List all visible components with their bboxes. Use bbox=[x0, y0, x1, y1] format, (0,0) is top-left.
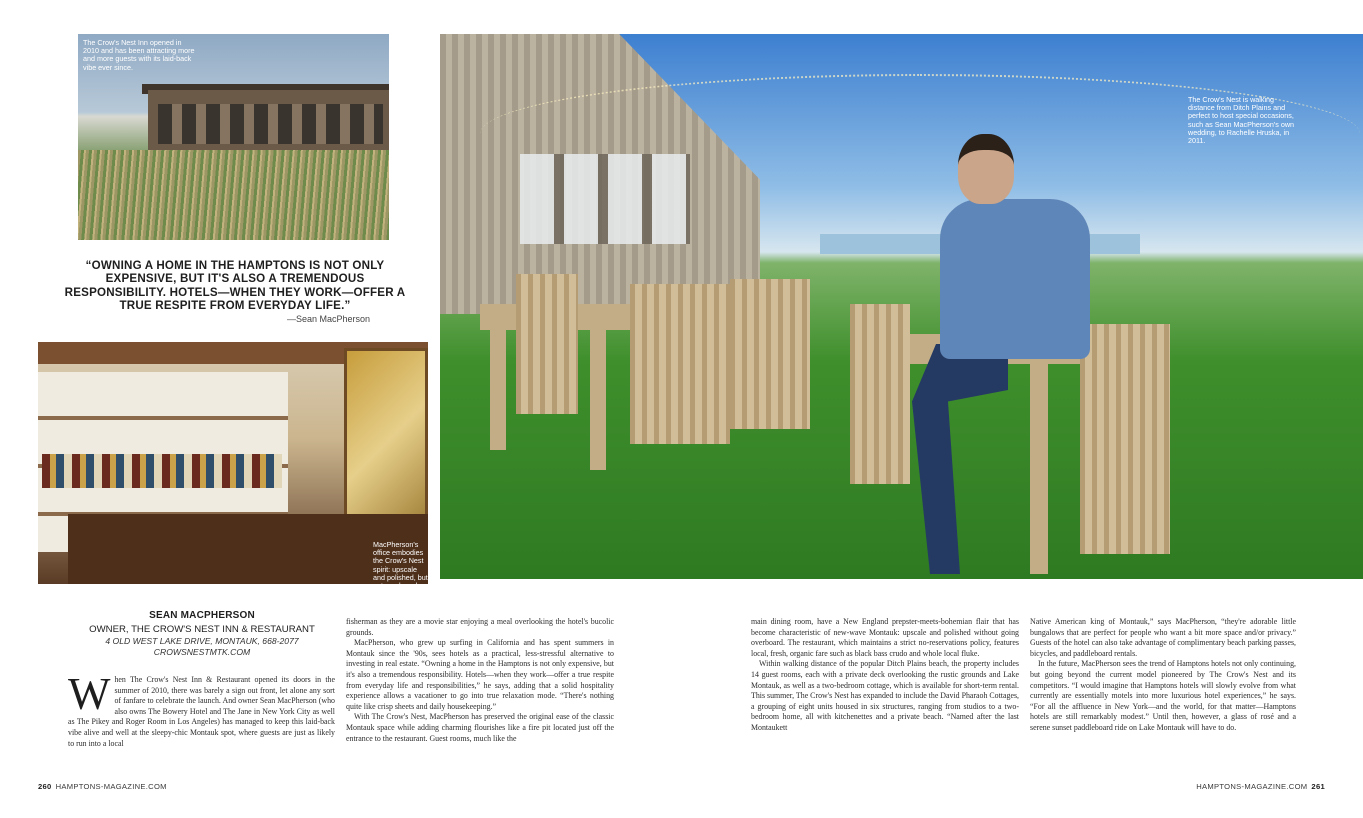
exterior-photo-caption: The Crow's Nest Inn opened in 2010 and has been attracting more and more guests with its laid-back vibe ever since. bbox=[83, 38, 195, 72]
picnic-table-left-leg-2 bbox=[590, 330, 606, 470]
person-head-shape bbox=[958, 134, 1014, 204]
article-column-3 bbox=[751, 617, 1019, 734]
folio-right bbox=[1196, 782, 1329, 791]
office-photo bbox=[38, 342, 428, 584]
magazine-site-right: HAMPTONS-MAGAZINE.COM bbox=[1196, 782, 1308, 791]
article-paragraph: hen The Crow's Nest Inn & Restaurant opened its doors in the summer of 2010, there was barely a sign out front, let alone any sort of fanfare to celebrate the launch. And owner Sean MacPherson (who also owns The Bowery Hotel and The Jane in New York City as well as The Pikey and Roger Room in Los Angeles) has managed to keep this laid-back vibe alive and well at the sleepy-chic Montauk spot, where guests are just as likely to run into a local bbox=[68, 675, 335, 748]
drop-cap: W bbox=[68, 669, 111, 719]
article-paragraph: fisherman as they are a movie star enjoying a meal overlooking the hotel's bucolic grounds. bbox=[346, 617, 614, 637]
books-shape bbox=[42, 454, 282, 488]
profile-website: CROWSNESTMTK.COM bbox=[153, 647, 251, 657]
picnic-table-right-leg bbox=[1030, 364, 1048, 574]
article-paragraph: With The Crow's Nest, MacPherson has preserved the original ease of the classic Montauk space while adding charming flourishes like a fire pit located just off the entrance to the restaurant. Guest rooms, much like the bbox=[346, 712, 614, 743]
dune-grass-shape bbox=[78, 150, 389, 240]
article-paragraph: In the future, MacPherson sees the trend of Hamptons hotels not only continuing, but going beyond the current model pioneered by The Crow's Nest and its competitors. “I would imagine that Hamptons hotels will slowly evolve from what currently are essentially motels into more luxurious hotel experiences,” he says. “For all the affluence in New York—and the world, for that matter—Hamptons hotels are still remarkably modest.” Until then, however, a glass of rosé and a serene sunset paddleboard ride on Lake Montauk will have to do. bbox=[1030, 659, 1296, 732]
article-column-2 bbox=[346, 617, 614, 744]
pull-quote: “OWNING A HOME IN THE HAMPTONS IS NOT ONLY EXPENSIVE, BUT IT'S ALSO A TREMENDOUS RESPONSIBILITY. HOTELS—WHEN THEY WORK—OFFER A TRUE RESPITE FROM EVERYDAY LIFE.” bbox=[64, 259, 406, 313]
picnic-table-left-leg bbox=[490, 330, 506, 450]
article-paragraph: Native American king of Montauk,” says MacPherson, “they're adorable little bungalows that are perfect for people who want a bit more space and/or privacy.” Guests of the hotel can also take advantage of complimentary beach parking passes, bicycles, and paddleboard rentals. bbox=[1030, 617, 1296, 658]
wall-map-shape bbox=[344, 348, 428, 538]
office-photo-caption: MacPherson's office embodies the Crow's Nest spirit: upscale and polished, but not overboard. bbox=[373, 540, 428, 591]
chair-shape bbox=[1080, 324, 1170, 554]
folio-left bbox=[34, 782, 167, 791]
page-number-left: 260 bbox=[38, 782, 52, 791]
article-paragraph: MacPherson, who grew up surfing in California and has spent summers in Montauk since the '90s, sees hotels as a practical, less-stressful alternative to investing in real estate. “Owning a home in the Hamptons is not only expensive, but it's also a tremendous responsibility. Hotels—when they work—offer a true respite from everyday life and responsibilities,” he says, adding that a solid hospitality experience allows a vacationer to go into true relaxation mode. “There's nothing quite like crisp sheets and daily housekeeping.” bbox=[346, 638, 614, 711]
article-column-1 bbox=[68, 669, 335, 749]
article-column-4 bbox=[1030, 617, 1296, 734]
chair-shape bbox=[516, 274, 578, 414]
magazine-site-left: HAMPTONS-MAGAZINE.COM bbox=[55, 782, 167, 791]
article-paragraph: main dining room, have a New England prepster-meets-bohemian flair that has become characteristic of new-wave Montauk: upscale and polished without going overboard. The restaurant, which maintains a strict no-reservations policy, features local, fresh, organic fare such as black bass crudo and whole local fluke. bbox=[751, 617, 1019, 658]
balcony-windows-shape bbox=[158, 104, 383, 144]
person-body-shape bbox=[940, 199, 1090, 359]
page-number-right: 261 bbox=[1311, 782, 1325, 791]
profile-address: 4 OLD WEST LAKE DRIVE, MONTAUK, 668-2077 bbox=[105, 636, 299, 646]
hero-photo-caption: The Crow's Nest is walking distance from Ditch Plains and perfect to host special occasions, such as Sean MacPherson's own wedding, to Rachelle Hruska, in 2011. bbox=[1188, 95, 1295, 146]
barn-windows-shape bbox=[520, 154, 690, 244]
pull-quote-attribution: —Sean MacPherson bbox=[286, 314, 370, 324]
profile-name: SEAN MACPHERSON bbox=[149, 610, 255, 621]
article-paragraph: Within walking distance of the popular Ditch Plains beach, the property includes 14 guest rooms, each with a private deck overlooking the rustic grounds and Lake Montauk, as well as a two-bedroom cottage, which is available for short-term rental. This summer, The Crow's Nest has expanded to include the David Pharaoh Cottages, a grouping of eight units housed in six structures, ranging from studios to a two-bedroom home, all with kitchenettes and a private beach. “Named after the last Montaukett bbox=[751, 659, 1019, 732]
chair-shape bbox=[630, 284, 730, 444]
profile-title: OWNER, THE CROW'S NEST INN & RESTAURANT bbox=[89, 624, 315, 635]
chair-shape bbox=[730, 279, 810, 429]
chair-shape bbox=[850, 304, 910, 484]
